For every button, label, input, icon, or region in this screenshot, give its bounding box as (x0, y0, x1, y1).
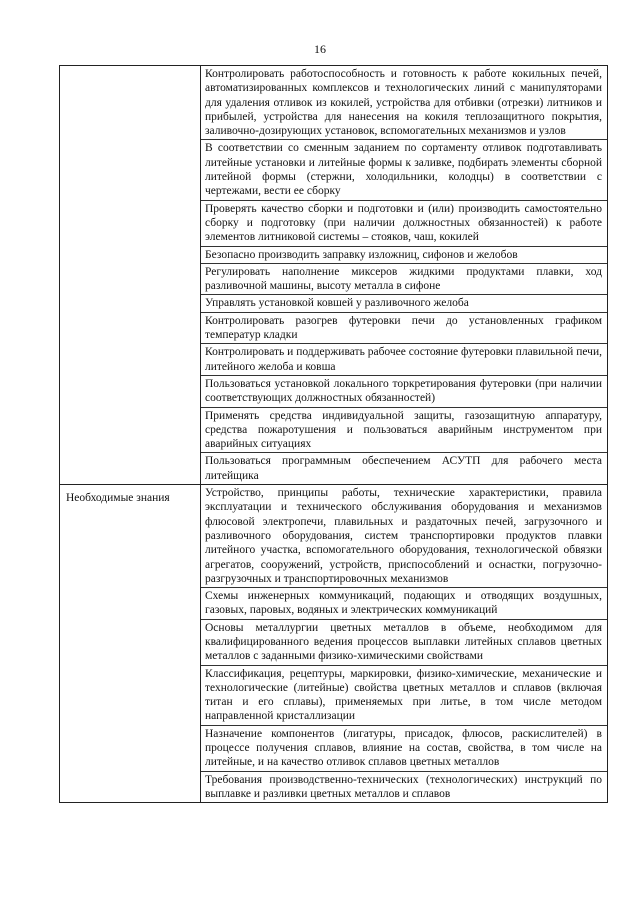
skill-item: Проверять качество сборки и подготовки и (или) производить самостоятельно сборку и подготовку (при наличии должностных обязанностей) к работе элементов литниковой системы – стояков, чаш, кокилей (201, 201, 607, 247)
knowledge-item: Назначение компонентов (лигатуры, присадок, флюсов, раскислителей) в процессе получения сплавов, влияние на состав, свойства, в том числе на литейные, и на качество отливок сплавов цветных металлов (201, 726, 607, 772)
skill-item: Пользоваться установкой локального торкретирования футеровки (при наличии соответствующих должностных обязанностей) (201, 376, 607, 408)
skill-item: Пользоваться программным обеспечением АСУТП для рабочего места литейщика (205, 455, 602, 482)
label-cell (60, 485, 201, 803)
competency-table (59, 65, 608, 803)
knowledge-item: Требования производственно-технических (технологических) инструкций по выплавке и разливки цветных металлов и сплавов (205, 773, 602, 800)
label-cell (60, 66, 201, 485)
skill-item: Регулировать наполнение миксеров жидкими продуктами плавки, ход разливочной машины, высоту металла в сифоне (201, 264, 607, 296)
knowledge-item: Устройство, принципы работы, технические характеристики, правила эксплуатации и технического обслуживания оборудования и механизмов флюсовой электропечи, плавильных и раздаточных печей, загрузочного и разливочного оборудования, систем транспортировки продуктов плавки литейного участка, вспомогательного оборудования, технологической обвязки агрегатов, сооружений, устройств, приспособлений и оснастки, погрузочно-разгрузочных и транспортировочных механизмов (201, 485, 607, 588)
page-number: 16 (314, 42, 326, 56)
knowledge-item: Основы металлургии цветных металлов в объеме, необходимом для квалифицированного ведения процессов выплавки литейных сплавов цветных металлов с заданными физико-химическими свойствами (201, 620, 607, 666)
knowledge-item: Классификация, рецептуры, маркировки, физико-химические, механические и технологические (литейные) свойства цветных металлов и сплавов (включая титан и его сплавы), применяемых при литье, в том числе методом направленной кристаллизации (201, 666, 607, 726)
table-row (60, 485, 608, 803)
knowledge-item: Схемы инженерных коммуникаций, подающих и отводящих воздушных, газовых, паровых, водяных и электрических коммуникаций (201, 588, 607, 620)
skill-item: Безопасно производить заправку изложниц, сифонов и желобов (201, 247, 607, 264)
row-label: Необходимые знания (66, 492, 170, 505)
skill-item: Контролировать и поддерживать рабочее состояние футеровки плавильной печи, литейного желоба и ковша (201, 344, 607, 376)
content-cell (201, 485, 608, 803)
skill-item: В соответствии со сменным заданием по сортаменту отливок подготавливать литейные установки и литейные формы к заливке, подбирать элементы сборной литейной формы (стержни, холодильники, колодцы) в соответствии с чертежами, вести ее сборку (201, 140, 607, 200)
skill-item: Контролировать разогрев футеровки печи до установленных графиком температур кладки (201, 313, 607, 345)
skill-item: Управлять установкой ковшей у разливочного желоба (201, 295, 607, 312)
content-cell (201, 66, 608, 485)
skill-item: Применять средства индивидуальной защиты, газозащитную аппаратуру, средства пожаротушения и пользоваться аварийным инструментом при аварийных ситуациях (201, 408, 607, 454)
table-row (60, 66, 608, 485)
skill-item: Контролировать работоспособность и готовность к работе кокильных печей, автоматизированных комплексов и технологических линий с манипуляторами для удаления отливок из кокилей, устройства для отбивки (отрезки) литников и прибылей, устройства для нанесения на кокиля теплозащитного покрытия, заливочно-дозирующих установок, вспомогательных механизмов и узлов (201, 66, 607, 140)
row-label (60, 66, 200, 72)
